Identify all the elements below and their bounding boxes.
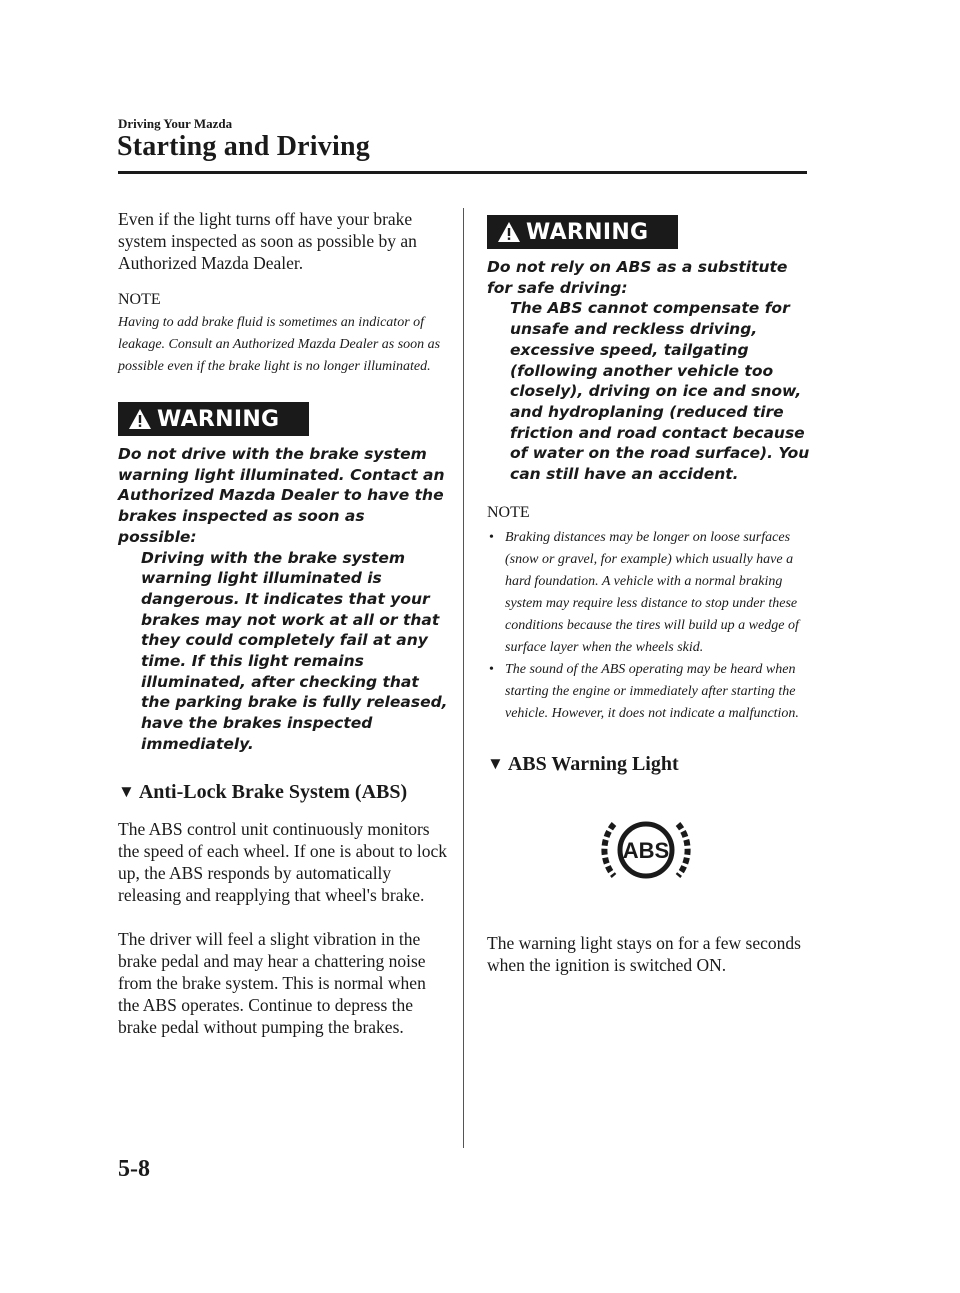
section-label: Driving Your Mazda [118,116,233,131]
abs-light-heading [487,753,817,776]
abs-light-paragraph: The warning light stays on for a few seconds when the ignition is switched ON. [487,932,801,975]
warning-badge [487,215,678,249]
abs-paragraph-1: The ABS control unit continuously monitors the speed of each wheel. If one is about to lock up, the ABS responds by automatically releasing and reapplying that wheel's brake. [118,818,447,905]
warning-lead: Do not drive with the brake system warning light illuminated. Contact an Authorized Mazda Dealer to have the brakes inspected as soon as possible: [118,445,445,546]
triangle-down-icon: ▼ [118,782,135,802]
note-item-text: The sound of the ABS operating may be heard when starting the engine or immediately after starting the vehicle. However, it does not indicate a malfunction. [505,661,799,721]
note-item-text: Braking distances may be longer on loose surfaces (snow or gravel, for example) which usually have a hard foundation. A vehicle with a normal braking system may require less distance to stop under these conditions because the tires will build up a wedge of surface layer when the wheels skid. [505,529,799,655]
warning-lead: Do not rely on ABS as a substitute for safe driving: [487,258,788,297]
abs-paragraph-2: The driver will feel a slight vibration in the brake pedal and may hear a chattering noise from the brake system. This is normal when the ABS operates. Continue to depress the brake pedal without pumping the brakes. [118,928,426,1037]
abs-warning-light-icon [600,818,692,882]
bullet-icon: • [489,661,494,677]
abs-icon-label: ABS [622,837,670,863]
column-divider [463,208,464,1148]
header-rule [118,171,807,174]
right-column [487,215,817,976]
list-item [487,527,817,659]
triangle-down-icon: ▼ [487,754,504,774]
note-label: NOTE [118,291,161,308]
intro-paragraph: Even if the light turns off have your brake system inspected as soon as possible by an Authorized Mazda Dealer. [118,209,417,273]
warning-body: The ABS cannot compensate for unsafe and reckless driving, excessive speed, tailgating (following another vehicle too closely), driving on ice and snow, and hydroplaning (reduced tire friction and road contact because of water on the road surface). You can still have an accident. [510,299,810,484]
note-label: NOTE [487,503,530,521]
warning-badge [118,402,309,436]
left-column [118,208,448,1038]
abs-light-heading-text: ABS Warning Light [507,752,679,775]
page-title: Starting and Driving [117,131,370,162]
page-number: 5-8 [118,1156,150,1182]
abs-section-heading [118,781,448,804]
warning-label: WARNING [526,219,649,245]
warning-body: Driving with the brake system warning light illuminated is dangerous. It indicates that your brakes may not work at all or that they could completely fail at any time. If this light remains illuminated, after checking that the parking brake is fully released, have the brakes inspected immediately. [141,548,448,753]
note-text: Having to add brake fluid is sometimes an indicator of leakage. Consult an Authorized Mazda Dealer as soon as possible even if the brake light is no longer illuminated. [118,315,441,374]
list-item [487,659,817,725]
note-list [487,527,817,725]
warning-label: WARNING [157,406,280,432]
bullet-icon: • [489,529,494,545]
abs-section-heading-text: Anti-Lock Brake System (ABS) [138,780,408,803]
warning-triangle-icon [497,221,521,243]
warning-triangle-icon [128,408,152,430]
